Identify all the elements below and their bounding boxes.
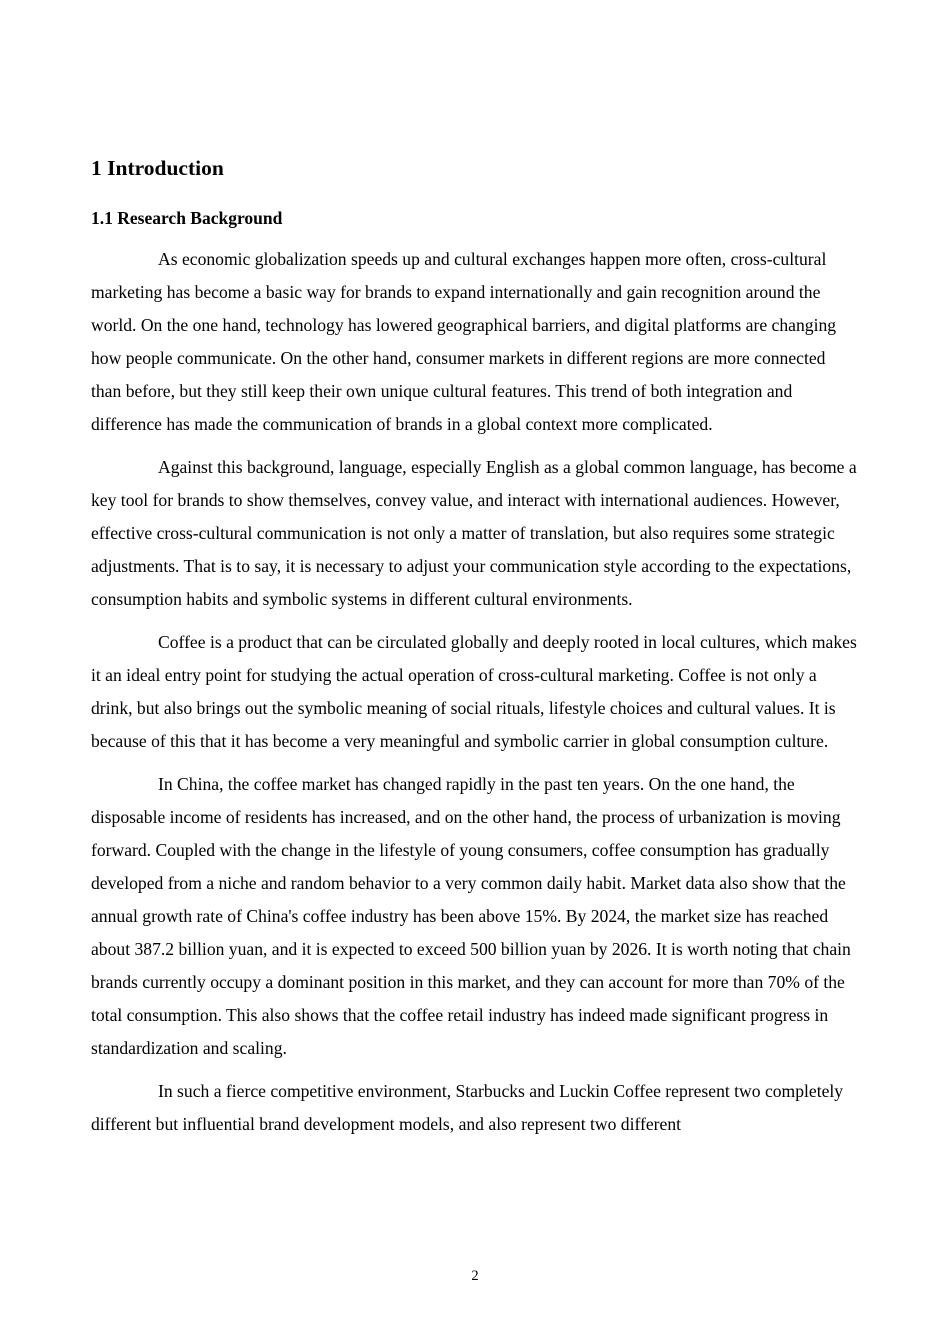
paragraph-3: Coffee is a product that can be circulated globally and deeply rooted in local cultures, which makes it an ideal entry point for studying the actual operation of cross-cultural marketing. Coffee is not only a drink, but also brings out the symbolic meaning of social rituals, lifestyle choices and cultural values. It is because of this that it has become a very meaningful and symbolic carrier in global consumption culture. — [91, 632, 857, 751]
body-text — [91, 243, 859, 1151]
section-heading: 1 Introduction — [91, 156, 224, 180]
paragraph-5: In such a fierce competitive environment, Starbucks and Luckin Coffee represent two completely different but influential brand development models, and also represent two different — [91, 1081, 844, 1134]
document-page — [91, 0, 859, 1344]
paragraph-4: In China, the coffee market has changed rapidly in the past ten years. On the one hand, the disposable income of residents has increased, and on the other hand, the process of urbanization is moving forward. Coupled with the change in the lifestyle of young consumers, coffee consumption has gradually developed from a niche and random behavior to a very common daily habit. Market data also show that the annual growth rate of China's coffee industry has been above 15%. By 2024, the market size has reached about 387.2 billion yuan, and it is expected to exceed 500 billion yuan by 2026. It is worth noting that chain brands currently occupy a dominant position in this market, and they can account for more than 70% of the total consumption. This also shows that the coffee retail industry has indeed made significant progress in standardization and scaling. — [91, 774, 851, 1058]
paragraph-2: Against this background, language, especially English as a global common language, has become a key tool for brands to show themselves, convey value, and interact with international audiences. However, effective cross-cultural communication is not only a matter of translation, but also requires some strategic adjustments. That is to say, it is necessary to adjust your communication style according to the expectations, consumption habits and symbolic systems in different cultural environments. — [91, 457, 857, 609]
paragraph-1: As economic globalization speeds up and cultural exchanges happen more often, cross-cultural marketing has become a basic way for brands to expand internationally and gain recognition around the world. On the one hand, technology has lowered geographical barriers, and digital platforms are changing how people communicate. On the other hand, consumer markets in different regions are more connected than before, but they still keep their own unique cultural features. This trend of both integration and difference has made the communication of brands in a global context more complicated. — [91, 249, 837, 434]
subsection-heading: 1.1 Research Background — [91, 208, 283, 228]
page-number: 2 — [471, 1268, 479, 1284]
